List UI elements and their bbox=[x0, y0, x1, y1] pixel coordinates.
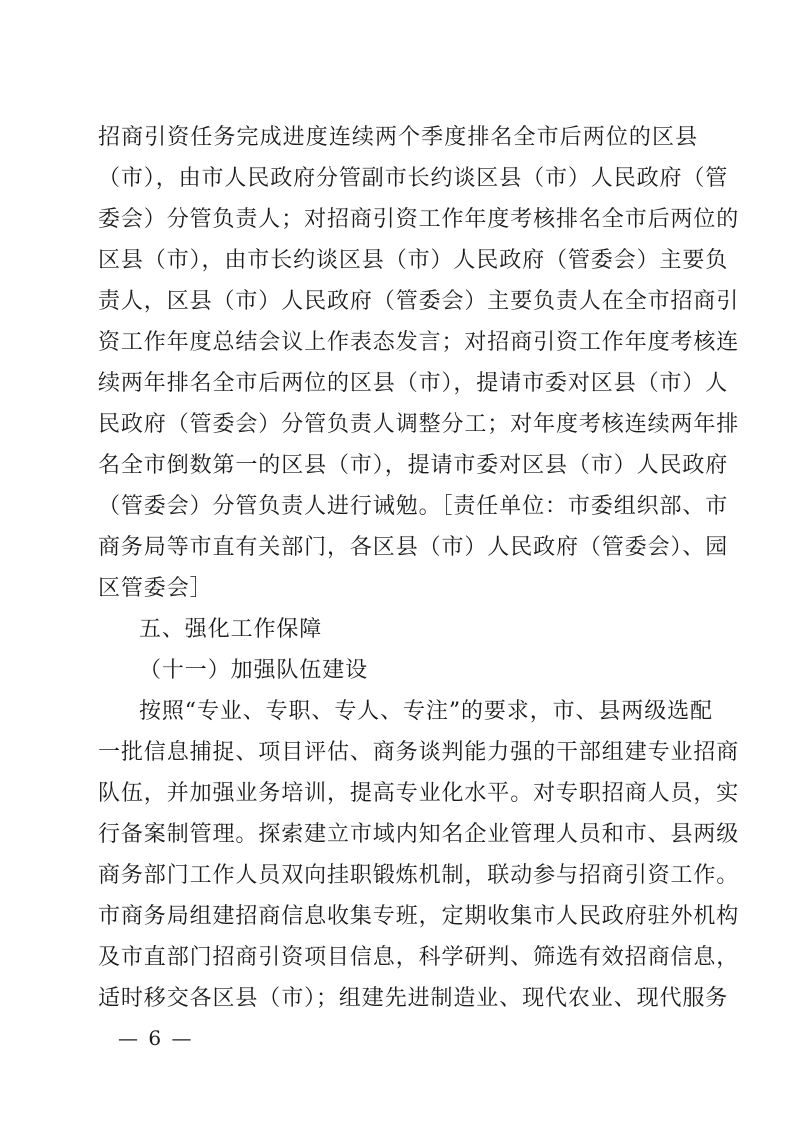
body-text-line: 市商务局组建招商信息收集专班，定期收集市人民政府驻外机构 bbox=[98, 904, 740, 929]
section-heading: 五、强化工作保障 bbox=[139, 617, 323, 642]
body-text-line: 队伍，并加强业务培训，提高专业化水平。对专职招商人员，实 bbox=[98, 781, 740, 806]
body-text-line: 及市直部门招商引资项目信息，科学研判、筛选有效招商信息， bbox=[98, 945, 740, 970]
body-text-line: 区县（市），由市长约谈区县（市）人民政府（管委会）主要负 bbox=[98, 248, 729, 273]
body-text-line: 一批信息捕捉、项目评估、商务谈判能力强的干部组建专业招商 bbox=[98, 740, 740, 765]
paragraph-first-line: 按照“专业、专职、专人、专注”的要求，市、县两级选配 bbox=[139, 699, 713, 724]
body-text-line: （市），由市人民政府分管副市长约谈区县（市）人民政府（管 bbox=[98, 166, 729, 191]
body-text-line: 责人，区县（市）人民政府（管委会）主要负责人在全市招商引 bbox=[98, 289, 740, 314]
page-number: — 6 — bbox=[118, 1026, 194, 1050]
body-text-line: 名全市倒数第一的区县（市），提请市委对区县（市）人民政府 bbox=[98, 453, 729, 478]
body-text-line: 适时移交各区县（市）；组建先进制造业、现代农业、现代服务 bbox=[98, 986, 729, 1011]
body-text-line: 商务部门工作人员双向挂职锻炼机制，联动参与招商引资工作。 bbox=[98, 863, 740, 888]
body-text-line: 招商引资任务完成进度连续两个季度排名全市后两位的区县 bbox=[98, 125, 698, 150]
body-text-line: 委会）分管负责人；对招商引资工作年度考核排名全市后两位的 bbox=[98, 207, 740, 232]
body-text-line: 民政府（管委会）分管负责人调整分工；对年度考核连续两年排 bbox=[98, 412, 740, 437]
body-text-line: 资工作年度总结会议上作表态发言；对招商引资工作年度考核连 bbox=[98, 330, 740, 355]
body-text-line: 续两年排名全市后两位的区县（市），提请市委对区县（市）人 bbox=[98, 371, 729, 396]
body-text-line: 区管委会］ bbox=[98, 576, 213, 601]
body-text-line: （管委会）分管负责人进行诫勉。［责任单位：市委组织部、市 bbox=[98, 494, 729, 519]
body-text-line: 商务局等市直有关部门，各区县（市）人民政府（管委会）、园 bbox=[98, 535, 729, 560]
body-text-line: 行备案制管理。探索建立市域内知名企业管理人员和市、县两级 bbox=[98, 822, 740, 847]
subsection-heading: （十一）加强队伍建设 bbox=[139, 658, 369, 683]
